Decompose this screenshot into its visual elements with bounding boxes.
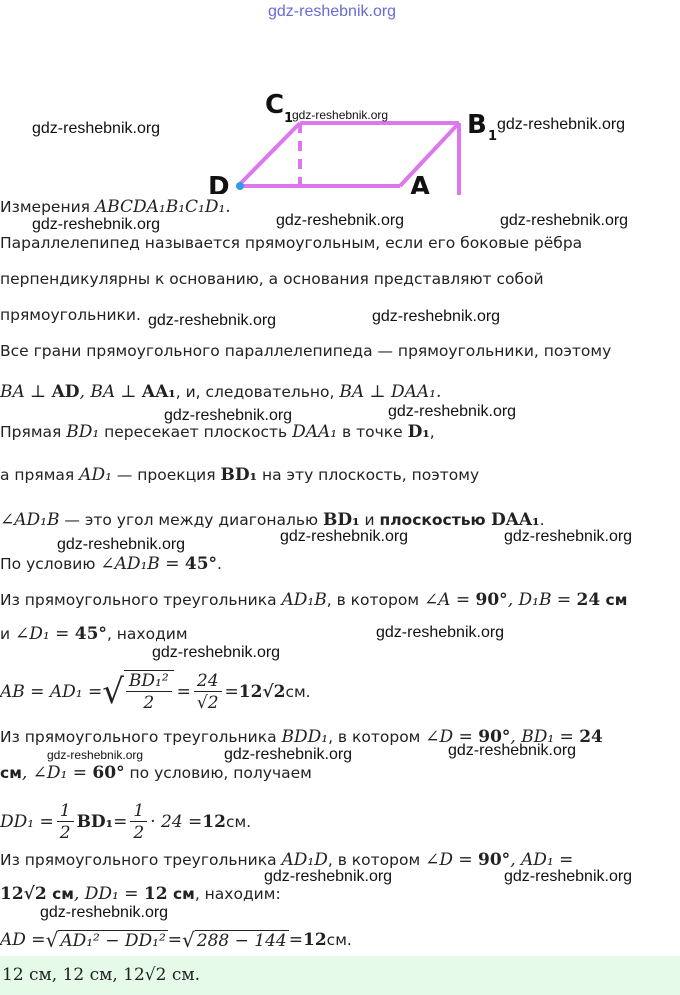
text-line-4: прямоугольники. (0, 306, 141, 324)
label-a: A (410, 172, 431, 194)
text-line-12: и ∠D₁ = 45°, находим (0, 624, 188, 644)
watermark: gdz-reshebnik.org (276, 212, 405, 229)
watermark: gdz-reshebnik.org (47, 748, 144, 762)
text-line-9: ∠AD₁B — это угол между диагональю BD₁ и плоскостью DAA₁. (0, 510, 545, 530)
text-line-11: Из прямоугольного треугольника AD₁B, в котором ∠A = 90°, D₁B = 24 см (0, 590, 628, 610)
watermark: gdz-reshebnik.org (148, 312, 277, 329)
text-line-2: Параллелепипед называется прямоугольным, если его боковые рёбра (0, 234, 583, 252)
edge-c1-d1 (238, 123, 300, 186)
formula-dd1: DD₁ = $\frac{1}{2}$ BD₁ = $\frac{1}{2}$ · 24 = 12 см. (0, 800, 252, 843)
watermark: gdz-reshebnik.org (504, 528, 633, 545)
watermark: gdz-reshebnik.org (224, 746, 353, 763)
watermark: gdz-reshebnik.org (372, 308, 501, 325)
text-line-18: 12√2 см, DD₁ = 12 см, находим: (0, 884, 281, 904)
watermark: gdz-reshebnik.org (292, 108, 389, 122)
watermark: gdz-reshebnik.org (504, 868, 633, 885)
watermark: gdz-reshebnik.org (32, 216, 161, 233)
watermark: gdz-reshebnik.org (264, 868, 393, 885)
watermark: gdz-reshebnik.org (280, 528, 409, 545)
label-b1: B (467, 110, 487, 140)
formula-ab: AB = AD₁ = √ $\frac{\text{BD₁²}}{2}$ = $\frac{24}{√2}$ = 12√2 см. (0, 670, 311, 713)
text-line-6: BA ⊥ AD, BA ⊥ AA₁, и, следовательно, BA ⊥ DAA₁. (0, 382, 442, 402)
watermark: gdz-reshebnik.org (500, 212, 629, 229)
label-d: D (208, 172, 230, 194)
watermark-top[interactable]: gdz-reshebnik.org (268, 3, 397, 20)
text-line-7: Прямая BD₁ пересекает плоскость DAA₁ в точке D₁, (0, 422, 435, 442)
text-line-1: Измерения ABCDA₁B₁C₁D₁. (0, 197, 231, 217)
watermark: gdz-reshebnik.org (497, 116, 626, 133)
text-line-14: Из прямоугольного треугольника BDD₁, в котором ∠D = 90°, BD₁ = 24 (0, 727, 603, 747)
parallelepiped-figure (0, 0, 680, 195)
watermark: gdz-reshebnik.org (57, 536, 186, 553)
text-line-17: Из прямоугольного треугольника AD₁D, в котором ∠D = 90°, AD₁ = (0, 850, 574, 870)
watermark: gdz-reshebnik.org (376, 624, 505, 641)
label-b1-sub: 1 (488, 129, 498, 144)
watermark: gdz-reshebnik.org (32, 120, 161, 137)
text-line-8: а прямая AD₁ — проекция BD₁ на эту плоскость, поэтому (0, 465, 480, 485)
text-line-10: По условию ∠AD₁B = 45°. (0, 554, 222, 574)
watermark: gdz-reshebnik.org (152, 644, 281, 661)
text-line-5: Все грани прямоугольного параллелепипеда — прямоугольники, поэтому (0, 342, 612, 360)
point-d (236, 182, 244, 190)
watermark: gdz-reshebnik.org (40, 904, 169, 921)
text-line-3: перпендикулярны к основанию, а основания представляют собой (0, 270, 544, 288)
watermark: gdz-reshebnik.org (388, 403, 517, 420)
label-c1: C (265, 90, 285, 120)
text-line-15: см, ∠D₁ = 60° по условию, получаем (0, 763, 312, 783)
answer-text: 12 см, 12 см, 12√2 см. (2, 965, 201, 985)
watermark: gdz-reshebnik.org (448, 742, 577, 759)
formula-ad: AD = √ AD₁² − DD₁² = √ 288 − 144 = 12 см. (0, 928, 352, 952)
label-c1-sub: 1 (284, 111, 294, 126)
watermark: gdz-reshebnik.org (164, 407, 293, 424)
